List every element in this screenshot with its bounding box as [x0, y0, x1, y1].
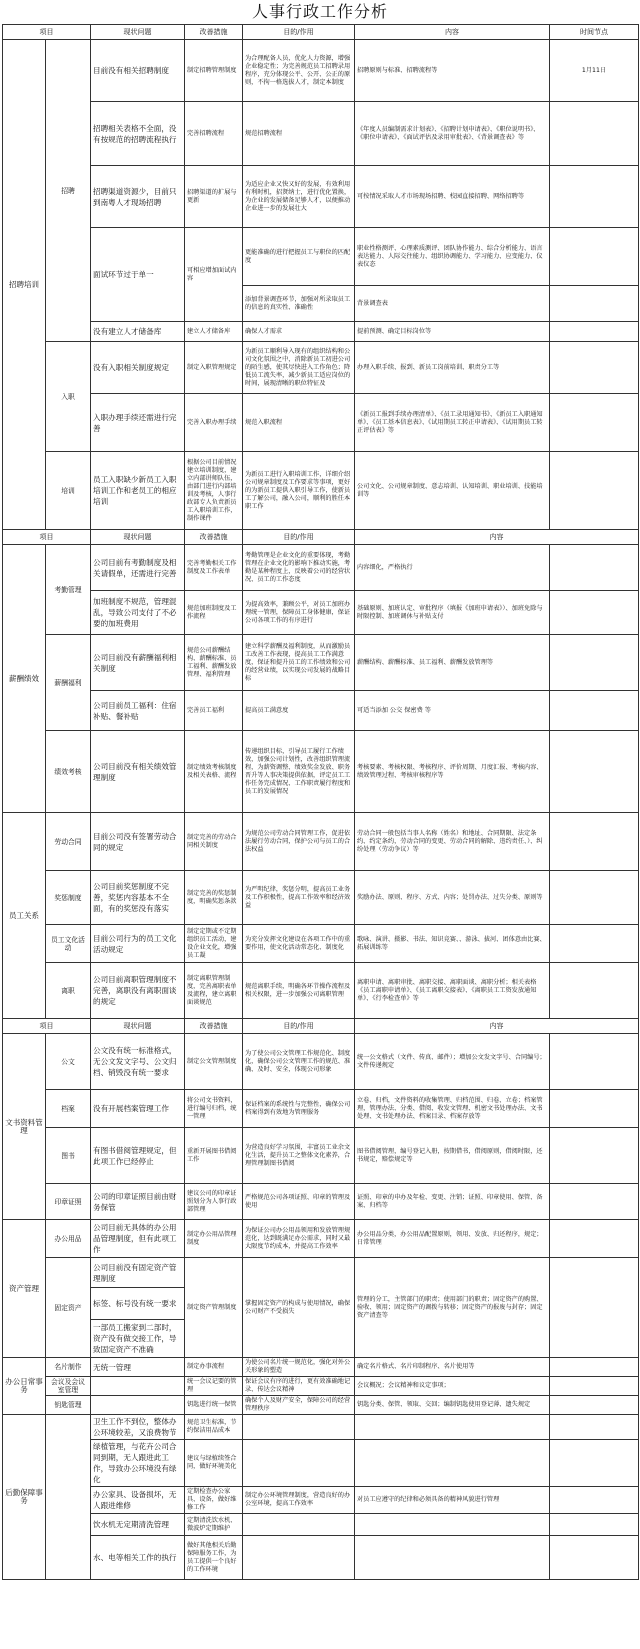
subcategory-cell: 培训 [46, 452, 91, 530]
issue-cell: 目前公司行为的员工文化活动规定 [91, 925, 185, 963]
content-cell: 管理的分工，主管部门的职责；使用部门的职责；固定资产的购置、验收、领用；固定资产的调拨与转移；固定资产的报废与封存；固定资产清查等 [355, 1258, 550, 1358]
issue-cell [91, 1396, 185, 1415]
subcategory-cell: 名片制作 [46, 1358, 91, 1377]
purpose-cell: 确保个人及财产安全，保障公司的经营管理秩序 [243, 1396, 355, 1415]
subcategory-cell: 招聘 [46, 40, 91, 342]
measure-cell: 制定绩效考核制度及相关表格、流程 [185, 731, 243, 813]
content-cell: 立卷、归档，文件资料的收集管理、归档范围、归卷、立卷；档案管理，管理办法、分类、借阅、收发文管理、机密文书处理办法、文书处理、文书处理办法、档案目录、档案存放等 [355, 1090, 550, 1128]
subcategory-cell: 印章证照 [46, 1184, 91, 1220]
table-row [3, 545, 639, 591]
measure-cell: 完善员工福利 [185, 691, 243, 731]
measure-cell: 做好其他相关后勤保障服务工作，为员工提供一个良好的工作环境 [185, 1536, 243, 1580]
issue-cell: 有图书借阅管理规定，但此项工作已经停止 [91, 1128, 185, 1184]
measure-cell: 制定办公用品管理制度 [185, 1220, 243, 1258]
purpose-cell: 保证档案的系统性与完整性，确保公司档案得到有效地为管理服务 [243, 1090, 355, 1128]
purpose-cell: 提高员工满意度 [243, 691, 355, 731]
table-row [3, 1536, 639, 1580]
time-cell [550, 635, 639, 691]
issue-cell: 没有建立人才储备库 [91, 322, 185, 342]
table-row [3, 1487, 639, 1514]
content-cell: 考核要素、考核权限、考核程序、评价周期、月度汇报、考核内容、绩效管理过程、考核审核程序等 [355, 731, 550, 813]
table-row [3, 813, 639, 871]
page-title: 人事行政工作分析 [251, 2, 388, 21]
header-purpose: 目的/作用 [243, 1019, 355, 1034]
header-content: 内容 [355, 25, 550, 40]
issue-cell: 招聘渠道资源少，目前只到南粤人才现场招聘 [91, 166, 185, 228]
subcategory-cell: 考勤管理 [46, 545, 91, 635]
issue-cell: 公司目前没有薪酬福利相关制度 [91, 635, 185, 691]
purpose-cell: 掌握固定资产的构成与使用情况，确保公司财产不受损失 [243, 1258, 355, 1358]
measure-cell: 定期检查办公家具、设备，做好维修工作 [185, 1487, 243, 1514]
table-row [3, 1514, 639, 1536]
measure-cell: 建立人才储备库 [185, 322, 243, 342]
content-cell: 薪酬结构、薪酬标准、员工福利、薪酬发放管理等 [355, 635, 550, 691]
measure-cell: 制定定期或不定期组织员工活动，建设企业文化，增强员工凝 [185, 925, 243, 963]
time-cell [550, 342, 639, 394]
content-cell: 内容细化，严格执行 [355, 545, 550, 591]
header-issue: 现状问题 [91, 25, 185, 40]
time-cell: 1月11日 [550, 40, 639, 102]
content-cell: 职业性格测评、心理素质测评、团队协作能力、综合分析能力、语言表达能力、人际交往能力、组织协调能力、学习能力、应变能力、仪表仪态 [355, 228, 550, 286]
content-cell: 对员工应遵守的纪律和必须具备的精神风貌进行管理 [355, 1487, 550, 1514]
content-cell: 可适当添加 公交 保密费 等 [355, 691, 550, 731]
issue-cell: 公司目前无具体的办公用品管理制度，但有此项工作 [91, 1220, 185, 1258]
content-cell: 基础原则、加班认定、审批程序（填报《加班申请表》）、加班免除与时限控制、加班调休与补贴支付 [355, 591, 550, 635]
content-cell [355, 1440, 550, 1487]
time-cell [550, 963, 639, 1019]
content-cell: 歌咏、演讲、摄影、书法、知识竞赛、、游泳、拔河、团体意由比赛、拓展训练等 [355, 925, 550, 963]
table-row [3, 1034, 639, 1090]
table-row [3, 963, 639, 1019]
measure-cell: 完善入职办理手续 [185, 394, 243, 452]
subcategory-cell: 劳动合同 [46, 813, 91, 871]
time-cell [550, 813, 639, 871]
issue-cell: 入职办理手续还需进行完善 [91, 394, 185, 452]
measure-cell: 制定离职管理制度，完善离职表单及流程，建立离职面谈规范 [185, 963, 243, 1019]
category-cell: 文书资料管理 [3, 1034, 46, 1220]
header-issue: 现状问题 [91, 1019, 185, 1034]
header-row [3, 530, 639, 545]
table-row [3, 1258, 639, 1288]
table-row [3, 1090, 639, 1128]
time-cell [550, 1514, 639, 1536]
header-time: 时间节点 [550, 25, 639, 40]
time-cell [550, 1128, 639, 1184]
issue-cell: 面试环节过于单一 [91, 228, 185, 322]
subcategory-cell: 薪酬福利 [46, 635, 91, 731]
time-cell [550, 925, 639, 963]
measure-cell: 制定公文管理制度 [185, 1034, 243, 1090]
table-row [3, 871, 639, 925]
table-row [3, 452, 639, 530]
measure-cell: 制定完善的奖惩制度，明确奖惩条款 [185, 871, 243, 925]
purpose-cell: 为了使公司公文管理工作规范化、制度化，确保公司公文管理工作的规范、准确、及时、安全，体现公司形象 [243, 1034, 355, 1090]
issue-cell: 员工入职缺少新员工入职培训工作和老员工的相应培训 [91, 452, 185, 530]
table-row [3, 1396, 639, 1415]
time-cell [550, 1415, 639, 1440]
issue-cell: 一部员工搬家到二部时，资产没有做交接工作，导致固定资产不准确 [91, 1320, 185, 1358]
subcategory-cell: 离职 [46, 963, 91, 1019]
measure-cell: 制定完善的劳动合同相关制度 [185, 813, 243, 871]
measure-cell: 定期清洗饮水机、微波炉定期维护 [185, 1514, 243, 1536]
table-row [3, 1358, 639, 1377]
issue-cell: 公司目前没有相关绩效管理制度 [91, 731, 185, 813]
measure-cell: 规范公司薪酬结构、薪酬标准、员工福利、薪酬发放管理、福利管理 [185, 635, 243, 691]
table-row [3, 1440, 639, 1487]
purpose-cell: 规范入职流程 [243, 394, 355, 452]
content-cell: 《年度人员编制需求计划表》、《招聘计划申请表》、《职位说明书》、《职位申请表》、《面试评估及录用审批表》、《背景调查表》等 [355, 102, 550, 166]
content-cell: 招聘原则与标准、招聘流程等 [355, 40, 550, 102]
measure-cell: 重新开展图书借阅工作 [185, 1128, 243, 1184]
content-cell: 可按情况采取人才市场现场招聘、校园直接招聘、网络招聘等 [355, 166, 550, 228]
purpose-cell: 为保证公司办公用品领用和发放管理规范化，达到既满足办公需求，同时又最大限度节约成本，并提高工作效率 [243, 1220, 355, 1258]
time-cell [550, 731, 639, 813]
measure-cell: 制定招聘管理制度 [185, 40, 243, 102]
category-cell: 资产管理 [3, 1220, 46, 1358]
measure-cell: 完善招聘流程 [185, 102, 243, 166]
time-cell [550, 394, 639, 452]
purpose-cell: 更能准确的进行把握员工与职位的匹配度 [243, 228, 355, 286]
header-content: 内容 [355, 1019, 639, 1034]
time-cell [550, 591, 639, 635]
purpose-cell [243, 1440, 355, 1487]
time-cell [550, 166, 639, 228]
time-cell [550, 1377, 639, 1396]
category-cell: 员工关系 [3, 813, 46, 1019]
issue-cell [91, 1377, 185, 1396]
content-cell [355, 1415, 550, 1440]
measure-cell: 制定资产管理制度 [185, 1258, 243, 1358]
issue-cell: 公司目前没有固定资产管理制度 [91, 1258, 185, 1288]
table-row [3, 691, 639, 731]
issue-cell: 没有开展档案管理工作 [91, 1090, 185, 1128]
purpose-cell: 确保人才需求 [243, 322, 355, 342]
time-cell [550, 1184, 639, 1220]
subcategory-cell: 钥匙管理 [46, 1396, 91, 1415]
purpose-cell: 制定办公环境管理制度，营造良好的办公室环境，提高工作效率 [243, 1487, 355, 1514]
issue-cell: 目前公司没有签署劳动合同的规定 [91, 813, 185, 871]
content-cell [355, 1514, 550, 1536]
purpose-cell: 严格规范公司各项证照、印章的管理及使用 [243, 1184, 355, 1220]
subcategory-cell: 公文 [46, 1034, 91, 1090]
subcategory-cell: 绩效考核 [46, 731, 91, 813]
measure-cell: 建议与绿植续签合同，做好环境美化 [185, 1440, 243, 1487]
issue-cell: 公司的印章证照目前由财务保管 [91, 1184, 185, 1220]
purpose-cell: 为规范公司劳动合同管理工作，促进依法履行劳动合同，保护公司与员工的合法权益 [243, 813, 355, 871]
table-row [3, 40, 639, 102]
purpose-cell: 为营造良好学习氛围，丰富员工业余文化生活，提升员工之整体文化素养，合理管理制图书借阅 [243, 1128, 355, 1184]
time-cell [550, 1396, 639, 1415]
measure-cell: 规范卫生标准，节约保洁用品成本 [185, 1415, 243, 1440]
measure-cell: 根据公司目前情况建立培训制度，建立内部讲师队伍，由部门进行内部培训及考核，人事行政部专人负责新员工入职培训工作，制作课件 [185, 452, 243, 530]
content-cell: 奖励办法、原则、程序、方式、内容；处罚办法、过失分类、原则等 [355, 871, 550, 925]
table-row [3, 591, 639, 635]
time-cell [550, 322, 639, 342]
issue-cell: 公司目前奖惩制度不完善，奖惩内容基本不全面，有的奖惩没有落实 [91, 871, 185, 925]
time-cell [550, 1258, 639, 1358]
purpose-cell: 规范招聘流程 [243, 102, 355, 166]
issue-cell: 目前没有相关招聘制度 [91, 40, 185, 102]
purpose-cell: 为新员工进行入职培训工作，详细介绍公司规章制度及工作要求等事项，更好的为新员工提供入职引导工作，使新员工了解公司，融入公司，顺利的胜任本职工作 [243, 452, 355, 530]
category-cell: 招聘培训 [3, 40, 46, 530]
issue-cell: 公司目前员工福利：住宿补贴、餐补贴 [91, 691, 185, 731]
content-cell [355, 1536, 550, 1580]
measure-cell: 可相应增加面试内容 [185, 228, 243, 322]
purpose-cell: 为适应企业又快又好的发展，有效利用有利时机，招贤纳士，进行优化置换，为企业的发展储备足够人才，以便推动企业进一步的发展壮大 [243, 166, 355, 228]
time-cell [550, 1220, 639, 1258]
issue-cell: 标签、标号没有统一要求 [91, 1288, 185, 1320]
time-cell [550, 102, 639, 166]
table-row [3, 1377, 639, 1396]
measure-cell: 制定入职管理规定 [185, 342, 243, 394]
table-row [3, 322, 639, 342]
header-purpose: 目的/作用 [243, 530, 355, 545]
content-cell: 图书借阅管理，编号登记入册，按期借书，借阅原则，借阅时限，还书规定，赔偿规定等 [355, 1128, 550, 1184]
header-purpose: 目的/作用 [243, 25, 355, 40]
table-row [3, 1184, 639, 1220]
subcategory-cell: 档案 [46, 1090, 91, 1128]
content-cell: 提前预测、确定目标岗位等 [355, 322, 550, 342]
purpose-cell: 为提高效率，兼顾公平，对员工加班办理统一管理，保障员工身体健康，保证公司各项工作的有序进行 [243, 591, 355, 635]
content-cell: 统一公文格式（文件、传真、邮件）；增加公文发文字号、合同编号；文件传递规定 [355, 1034, 550, 1090]
content-cell: 办理入职手续、报到、新员工岗前培训、职责分工等 [355, 342, 550, 394]
purpose-cell: 为使公司名片统一规范化，强化对外公关形象的塑造 [243, 1358, 355, 1377]
subcategory-cell: 员工文化活动 [46, 925, 91, 963]
purpose-cell: 规范离职手续，明确各环节操作流程及相关权限，进一步加强公司离职管理 [243, 963, 355, 1019]
content-cell: 背景调查表 [355, 286, 550, 322]
table-row [3, 102, 639, 166]
time-cell [550, 1090, 639, 1128]
time-cell [550, 1034, 639, 1090]
table-row [3, 731, 639, 813]
purpose-cell: 考勤管理是企业文化的重要体现，考勤管理在企业文化的影响下推动实施，考勤是某种程度上，反映着公司的经营状况、员工的工作态度 [243, 545, 355, 591]
issue-cell: 公司目前离职管理制度不完善，离职没有离职面谈的规定 [91, 963, 185, 1019]
purpose-cell: 为新员工顺利导入现有的组织结构和公司文化氛围之中，消除新员工初进公司的陌生感，使其尽快进入工作角色；降低员工流失率，减少新员工适应岗位的时间，展现清晰的职位特征及 [243, 342, 355, 394]
time-cell [550, 871, 639, 925]
content-cell: 会议概况；会议精神和议定事项； [355, 1377, 550, 1396]
category-cell: 办公日常事务 [3, 1358, 46, 1415]
content-cell: 劳动合同一般包括当事人名称（姓名）和地址、合同期限、法定条约、约定条约，劳动合同的变更、劳动合同的解除、违约责任、）、纠纷处理（劳动争议）等 [355, 813, 550, 871]
issue-cell: 绿植管理，与花卉公司合同到期，无人跟进此工作，导致办公环境没有绿化 [91, 1440, 185, 1487]
purpose-cell [243, 1415, 355, 1440]
subcategory-cell: 入职 [46, 342, 91, 452]
issue-cell: 水、电等相关工作的执行 [91, 1536, 185, 1580]
measure-cell: 制定办事流程 [185, 1358, 243, 1377]
header-content: 内容 [355, 530, 639, 545]
measure-cell: 建议公司的印章证照划分为人事行政部管理 [185, 1184, 243, 1220]
table-row [3, 925, 639, 963]
purpose-cell: 添加背景调查环节，加强对所录取员工的信息的真实性、准确性 [243, 286, 355, 322]
time-cell [550, 545, 639, 591]
issue-cell: 卫生工作不到位，整体办公环境较差，又浪费物节 [91, 1415, 185, 1440]
subcategory-cell: 图书 [46, 1128, 91, 1184]
measure-cell: 统一会议记要的管理 [185, 1377, 243, 1396]
time-cell [550, 452, 639, 530]
issue-cell: 加班制度不规范，管理混乱，导致公司支付了不必要的加班费用 [91, 591, 185, 635]
subcategory-cell: 固定资产 [46, 1258, 91, 1358]
measure-cell: 将公司文书资料，进行编号归档，统一管理 [185, 1090, 243, 1128]
measure-cell: 钥匙进行统一保管 [185, 1396, 243, 1415]
subcategory-cell [46, 1415, 91, 1580]
time-cell [550, 228, 639, 286]
header-project: 项目 [3, 25, 91, 40]
purpose-cell: 建立科学薪酬及福利制度，从而激励员工改善工作表现，提高员工工作满意度，保证和提升员工的工作绩效和公司的经营业绩，以实现公司发展的战略目标 [243, 635, 355, 691]
table-row [3, 635, 639, 691]
category-cell: 后勤保障事务 [3, 1415, 46, 1580]
subcategory-cell: 办公用品 [46, 1220, 91, 1258]
content-cell: 离职申请、离职审批、离职交接、离职面谈、离职分析；相关表格《员工离职申请单》、《员工离职交接表》、《离职员工工资发放通知单》、《行李检查单》等 [355, 963, 550, 1019]
table-row [3, 1128, 639, 1184]
content-cell: 确定名片格式、名片印制程序、名片使用等 [355, 1358, 550, 1377]
purpose-cell [243, 1536, 355, 1580]
table-row [3, 1415, 639, 1440]
time-cell [550, 1440, 639, 1487]
issue-cell: 饮水机无定期清洗管理 [91, 1514, 185, 1536]
time-cell [550, 1358, 639, 1377]
category-cell: 薪酬绩效 [3, 545, 46, 813]
issue-cell: 招聘相关表格不全面，没有按规范的招聘流程执行 [91, 102, 185, 166]
time-cell [550, 1487, 639, 1514]
measure-cell: 规范加班制度及工作流程 [185, 591, 243, 635]
header-row [3, 25, 639, 40]
table-row [3, 342, 639, 394]
analysis-table [2, 24, 639, 1580]
measure-cell: 完善考勤相关工作制度及工作表单 [185, 545, 243, 591]
header-measure: 改善措施 [185, 530, 243, 545]
time-cell [550, 691, 639, 731]
time-cell [550, 1536, 639, 1580]
table-row [3, 166, 639, 228]
purpose-cell: 为合理配备人员，优化人力资源，增强企业稳定性；为完善规范员工招聘录用程序，充分体现公平、公开、公正的原则，不拘一格选拔人才，制定本制度 [243, 40, 355, 102]
issue-cell: 办公家具、设备损坏，无人跟进维修 [91, 1487, 185, 1514]
purpose-cell: 为严明纪律，奖惩分明，提高员工业务及工作积极性，提高工作效率和经济效益 [243, 871, 355, 925]
header-row [3, 1019, 639, 1034]
purpose-cell [243, 1514, 355, 1536]
content-cell: 钥匙分类、保管、领取、交回；编制钥匙使用登记薄、遗失规定 [355, 1396, 550, 1415]
issue-cell: 公司目前有考勤制度及相关请假单，还需进行完善 [91, 545, 185, 591]
header-measure: 改善措施 [185, 1019, 243, 1034]
table-row [3, 394, 639, 452]
content-cell: 《新员工报到手续办理清单》、《员工录用通知书》、《新员工入职通知单》、《员工基本信息表》、《试用期员工转正申请表》、《试用期员工转正评估表》等 [355, 394, 550, 452]
purpose-cell: 保证会议有序的进行，更有效准确地记录、传达会议精神 [243, 1377, 355, 1396]
purpose-cell: 为充分发挥文化建设在各项工作中的重要作用，使文化活动常态化、制度化 [243, 925, 355, 963]
content-cell: 证照、印章的申办及年检、变更、注销；证照、印章使用、保管、备案、归档等 [355, 1184, 550, 1220]
table-row [3, 228, 639, 286]
issue-cell: 无统一管理 [91, 1358, 185, 1377]
subcategory-cell: 会议及会议室管理 [46, 1377, 91, 1396]
header-project: 项目 [3, 1019, 91, 1034]
purpose-cell: 传递组织目标，引导员工履行工作绩效，加强公司计划性，改善组织管理流程，为薪资调整、绩效奖金发放、职务晋升等人事决策提供依据，评定员工工作任务完成情况、工作职责履行程度和员工的发展情况 [243, 731, 355, 813]
content-cell: 办公用品分类，办公用品配置原则，领用、发放、归还程序，规定；日常管理 [355, 1220, 550, 1258]
time-cell [550, 286, 639, 322]
issue-cell: 没有入职相关制度规定 [91, 342, 185, 394]
header-project: 项目 [3, 530, 91, 545]
table-row [3, 1220, 639, 1258]
content-cell: 公司文化、公司规章制度、意志培训、认知培训、职业培训、技能培训等 [355, 452, 550, 530]
header-issue: 现状问题 [91, 530, 185, 545]
header-measure: 改善措施 [185, 25, 243, 40]
issue-cell: 公文没有统一标准格式，无公文发文字号、公文归档、销毁没有统一要求 [91, 1034, 185, 1090]
subcategory-cell: 奖惩制度 [46, 871, 91, 925]
measure-cell: 招聘渠道的扩展与更新 [185, 166, 243, 228]
